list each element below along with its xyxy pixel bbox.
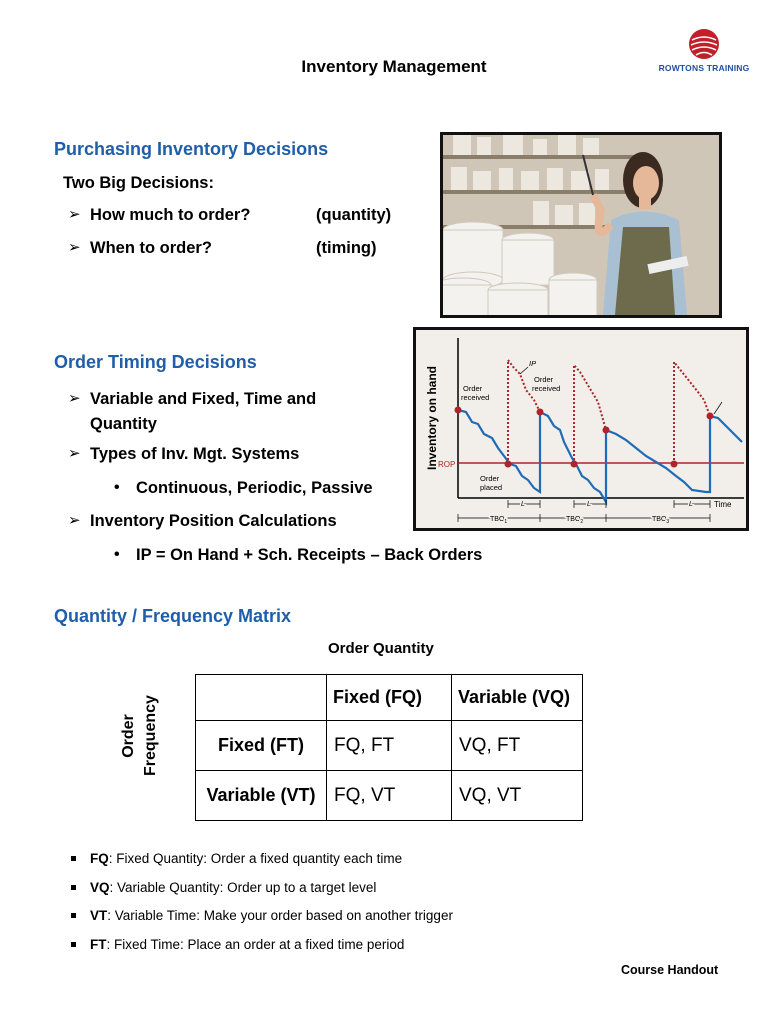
square-bullet-icon [71, 885, 76, 890]
svg-text:TBO1 [490, 516, 507, 525]
list-item-label: Inventory Position Calculations [90, 512, 337, 530]
section-heading-order-timing: Order Timing Decisions [54, 352, 257, 372]
arrow-bullet-icon: ➢ [68, 239, 81, 256]
table-row-header: Fixed (FT) [196, 721, 327, 771]
list-item [68, 387, 317, 437]
tbo-subscript: 2 [580, 519, 584, 525]
y-axis-label: Inventory on hand [425, 365, 439, 470]
list-item-note: (quantity) [316, 206, 392, 224]
square-bullet-icon [71, 942, 76, 947]
dot-bullet-icon: • [114, 479, 120, 496]
footnote-item [90, 908, 453, 923]
svg-text:TBO2 [566, 516, 583, 525]
order-received-label: Order [463, 384, 483, 393]
table-cell: VQ, VT [452, 771, 583, 821]
table-column-header: Variable (VQ) [452, 675, 583, 721]
order-placed-label: placed [480, 483, 503, 492]
section-heading-purchasing: Purchasing Inventory Decisions [54, 139, 329, 159]
section-heading-matrix: Quantity / Frequency Matrix [54, 606, 292, 626]
list-item-note: (timing) [316, 239, 377, 257]
footnote-code: FT [90, 937, 107, 952]
square-bullet-icon [71, 913, 76, 918]
quantity-frequency-table [195, 674, 583, 821]
sub-list-item [114, 546, 483, 565]
arrow-bullet-icon: ➢ [68, 445, 81, 462]
footnote-item [90, 880, 376, 895]
section-intro: Two Big Decisions: [63, 174, 214, 192]
table-cell: FQ, FT [327, 721, 452, 771]
tbo-subscript: 1 [504, 519, 508, 525]
square-bullet-icon [71, 856, 76, 861]
x-axis-label: Time [714, 500, 732, 509]
arrow-bullet-icon: ➢ [68, 206, 81, 223]
logo-emblem-icon [656, 28, 752, 62]
column-axis-label: Order Quantity [328, 640, 434, 657]
list-item-label: How much to order? [90, 206, 251, 224]
tbo-label: TBO [566, 516, 581, 523]
sub-list-item-label: Continuous, Periodic, Passive [136, 479, 373, 497]
lead-time-label: L [521, 501, 525, 508]
table-row-header: Variable (VT) [196, 771, 327, 821]
footnote-code: VT [90, 908, 108, 923]
tbo-label: TBO [490, 516, 505, 523]
footnote-item [90, 937, 404, 952]
table-corner-cell [196, 675, 327, 721]
tbo-label: TBO [652, 516, 667, 523]
arrow-bullet-icon: ➢ [68, 512, 81, 529]
lead-time-label: L [689, 501, 693, 508]
shop-photo [440, 132, 722, 318]
order-placed-label: Order [480, 474, 500, 483]
logo-text: ROWTONS TRAINING [658, 63, 750, 73]
dot-bullet-icon: • [114, 546, 120, 563]
row-axis-label [118, 696, 162, 776]
arrow-bullet-icon: ➢ [68, 390, 81, 407]
list-item-label: Types of Inv. Mgt. Systems [90, 445, 300, 463]
footer-label: Course Handout [621, 963, 719, 977]
table-cell: FQ, VT [327, 771, 452, 821]
logo [656, 28, 752, 78]
table-column-header: Fixed (FQ) [327, 675, 452, 721]
inventory-diagram [413, 327, 749, 531]
rop-label: ROP [438, 460, 456, 469]
order-received-label: received [461, 393, 490, 402]
order-received-label: Order [534, 375, 554, 384]
list-item-label: When to order? [90, 239, 212, 257]
footnote-text: : Fixed Quantity: Order a fixed quantity each time [108, 851, 403, 866]
footnote-item [90, 851, 402, 866]
list-item [68, 512, 337, 531]
footnote-code: VQ [90, 880, 110, 895]
row-axis-label-line: Order [120, 714, 137, 758]
tbo-subscript: 3 [666, 519, 670, 525]
table-cell: VQ, FT [452, 721, 583, 771]
list-item-label: Variable and Fixed, Time and [90, 390, 317, 408]
page-title: Inventory Management [301, 57, 487, 76]
footnote-text: : Variable Quantity: Order up to a target level [109, 880, 377, 895]
sub-list-item [114, 479, 373, 498]
order-received-label: received [532, 384, 561, 393]
ip-label: IP [529, 359, 537, 368]
list-item [68, 206, 251, 225]
list-item-label: Quantity [90, 415, 157, 433]
row-axis-label-line: Frequency [142, 695, 159, 776]
lead-time-label: L [587, 501, 591, 508]
footnote-text: : Variable Time: Make your order based on another trigger [107, 908, 453, 923]
sub-list-item-label: IP = On Hand + Sch. Receipts – Back Orders [136, 546, 483, 564]
footnote-text: : Fixed Time: Place an order at a fixed time period [106, 937, 405, 952]
svg-text:TBO3 [652, 516, 669, 525]
list-item [68, 445, 300, 464]
list-item [68, 239, 212, 258]
footnote-code: FQ [90, 851, 109, 866]
